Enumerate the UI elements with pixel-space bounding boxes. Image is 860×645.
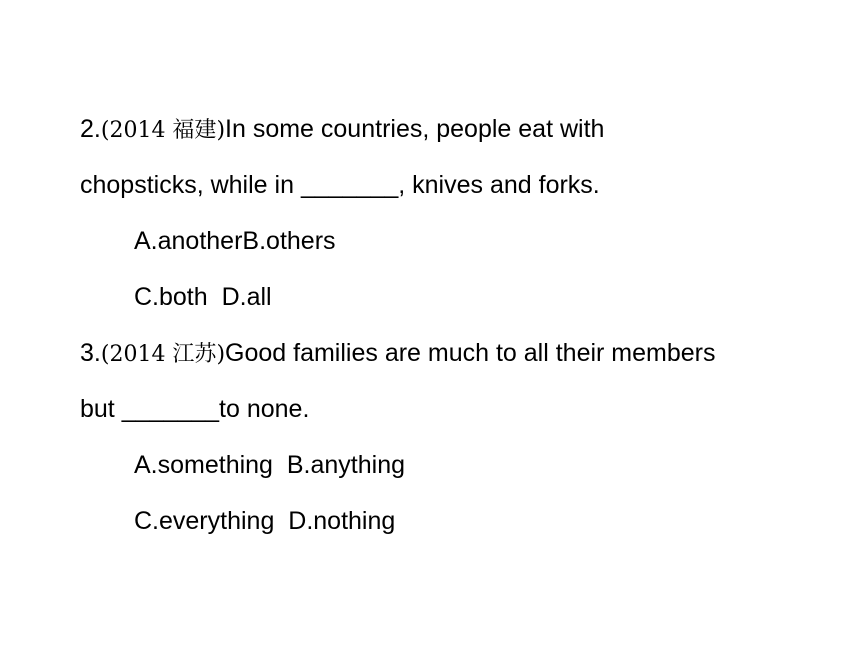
question-3-line-2 <box>80 394 309 424</box>
question-2-source-open: ( <box>100 118 110 143</box>
question-2-source: 2014 福建 <box>109 118 217 143</box>
question-3-option-c: C.everything <box>134 507 275 535</box>
question-2-option-a: A.another <box>134 227 243 255</box>
question-2-stem-line-1: In some countries, people eat with <box>225 115 605 143</box>
question-3-blank: _______ <box>121 395 220 423</box>
question-3-option-a: A.something <box>134 451 273 479</box>
question-2-stem-after-blank: , knives and forks. <box>398 171 600 199</box>
question-3-options-row-1 <box>134 450 405 480</box>
question-2-stem-before-blank: chopsticks, while in <box>80 171 301 199</box>
question-2-blank: _______ <box>300 171 399 199</box>
question-2-options-row-2 <box>134 282 272 312</box>
question-3-source: 2014 江苏 <box>109 342 217 367</box>
question-2-line-2 <box>80 170 600 200</box>
question-3-option-d: D.nothing <box>288 507 396 535</box>
question-2-option-d: D.all <box>221 283 272 311</box>
question-2-option-b: B.others <box>242 227 336 255</box>
question-3-source-open: ( <box>100 342 110 367</box>
question-3-number: 3. <box>80 339 101 367</box>
question-3-line-1 <box>80 338 716 370</box>
question-3-options-row-2 <box>134 506 395 536</box>
question-3-stem-after-blank: to none. <box>219 395 310 423</box>
question-3-source-close: ) <box>216 342 226 367</box>
question-2-option-c: C.both <box>134 283 208 311</box>
question-2-options-row-1 <box>134 226 336 256</box>
question-2-source-close: ) <box>216 118 226 143</box>
question-3-stem-before-blank: but <box>80 395 122 423</box>
question-2-line-1 <box>80 114 604 146</box>
question-2-number: 2. <box>80 115 101 143</box>
question-3-stem-line-1: Good families are much to all their members <box>225 339 716 367</box>
question-3-option-b: B.anything <box>286 451 406 479</box>
